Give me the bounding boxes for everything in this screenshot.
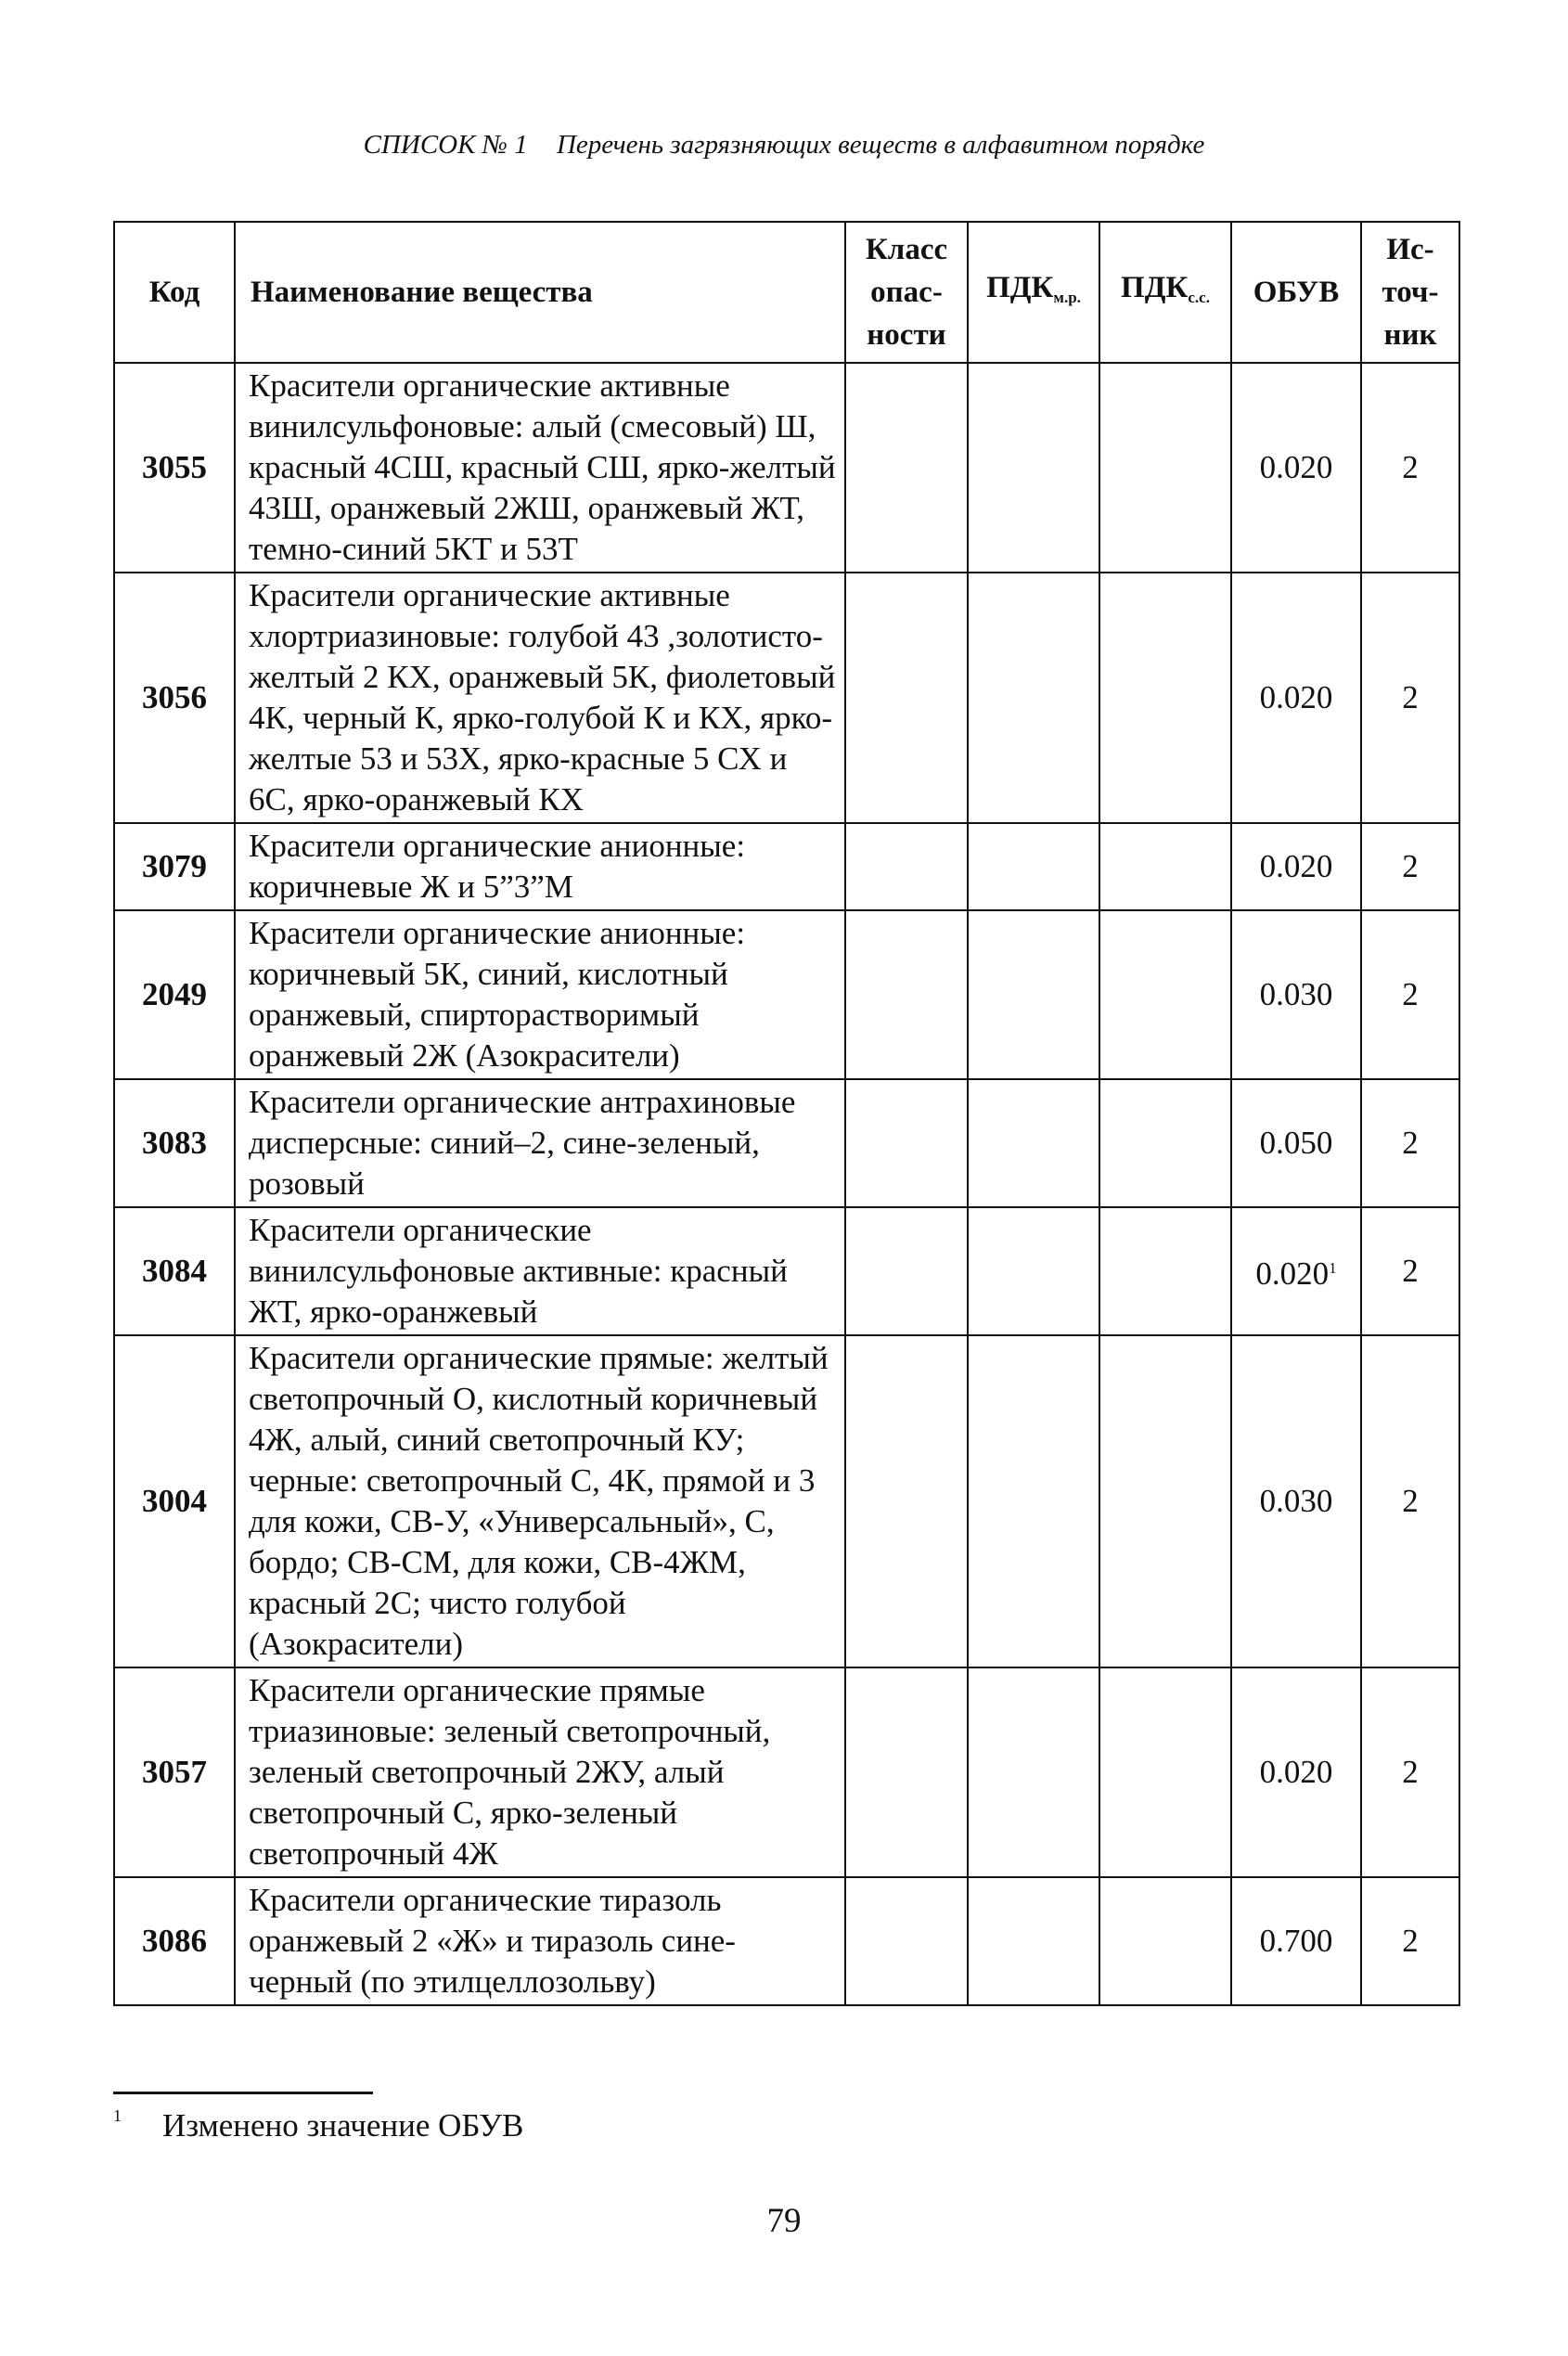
cell-hazard-class [845, 363, 968, 573]
column-header-source: Ис- точ- ник [1361, 222, 1459, 363]
cell-code: 3057 [114, 1667, 235, 1877]
cell-obuv [1231, 1667, 1361, 1877]
obuv-value: 0.020 [1259, 449, 1333, 485]
cell-name: Красители органические винилсульфоновые активные: красный ЖТ, ярко-оранжевый [235, 1207, 845, 1335]
cell-code: 3079 [114, 823, 235, 910]
table-row [114, 1207, 1459, 1335]
cell-name: Красители органические прямые: желтый светопрочный О, кислотный коричневый 4Ж, алый, синий светопрочный КУ; черные: светопрочный С, 4К, прямой и 3 для кожи, СВ-У, «Универсальный», С, бордо; СВ-СМ, для кожи, СВ-4ЖМ, красный 2С; чисто голубой (Азокрасители) [235, 1335, 845, 1667]
cell-pdk-mr [968, 1877, 1099, 2005]
obuv-value: 0.030 [1259, 976, 1333, 1012]
obuv-value: 0.020 [1259, 1754, 1333, 1790]
cell-pdk-ss [1099, 573, 1231, 823]
cell-code: 3083 [114, 1079, 235, 1207]
list-title: СПИСОК № 1 [363, 130, 528, 160]
cell-code: 3084 [114, 1207, 235, 1335]
table-row [114, 1335, 1459, 1667]
cell-pdk-mr [968, 1667, 1099, 1877]
obuv-value: 0.020 [1255, 1255, 1330, 1292]
cell-source: 2 [1361, 1207, 1459, 1335]
cell-name: Красители органические антрахиновые дисперсные: синий–2, сине-зеленый, розовый [235, 1079, 845, 1207]
column-header-obuv: ОБУВ [1231, 222, 1361, 363]
cell-pdk-ss [1099, 363, 1231, 573]
cell-hazard-class [845, 1667, 968, 1877]
cell-source: 2 [1361, 1877, 1459, 2005]
cell-obuv [1231, 1877, 1361, 2005]
cell-name: Красители органические анионные: коричневые Ж и 5”3”М [235, 823, 845, 910]
cell-pdk-mr [968, 573, 1099, 823]
cell-pdk-ss [1099, 823, 1231, 910]
cell-obuv [1231, 363, 1361, 573]
cell-source: 2 [1361, 1079, 1459, 1207]
footnote-mark: 1 [113, 2106, 122, 2125]
pollutants-table [113, 221, 1460, 2006]
table-row [114, 1079, 1459, 1207]
cell-hazard-class [845, 573, 968, 823]
cell-pdk-mr [968, 1207, 1099, 1335]
table-row [114, 363, 1459, 573]
cell-pdk-mr [968, 1335, 1099, 1667]
footnote-divider [113, 2092, 373, 2094]
cell-name: Красители органические анионные: коричневый 5К, синий, кислотный оранжевый, спирторастворимый оранжевый 2Ж (Азокрасители) [235, 910, 845, 1079]
column-header-pdk-mr [968, 222, 1099, 363]
cell-pdk-mr [968, 363, 1099, 573]
column-header-code: Код [114, 222, 235, 363]
table-header-row [114, 222, 1459, 363]
obuv-value: 0.030 [1259, 1483, 1333, 1519]
obuv-value: 0.050 [1259, 1125, 1333, 1161]
cell-source: 2 [1361, 910, 1459, 1079]
cell-obuv [1231, 823, 1361, 910]
cell-obuv [1231, 910, 1361, 1079]
cell-pdk-mr [968, 823, 1099, 910]
cell-pdk-ss [1099, 1079, 1231, 1207]
column-header-hazard-class: Класс опас- ности [845, 222, 968, 363]
table-row [114, 823, 1459, 910]
cell-source: 2 [1361, 363, 1459, 573]
column-header-name: Наименование вещества [235, 222, 845, 363]
pdk-ss-subscript: с.с. [1188, 288, 1210, 306]
cell-obuv [1231, 1207, 1361, 1335]
cell-pdk-mr [968, 1079, 1099, 1207]
cell-code: 3004 [114, 1335, 235, 1667]
table-row [114, 1667, 1459, 1877]
column-header-pdk-ss [1099, 222, 1231, 363]
obuv-value: 0.020 [1259, 848, 1333, 884]
cell-hazard-class [845, 910, 968, 1079]
table-body [114, 363, 1459, 2005]
table-row [114, 910, 1459, 1079]
cell-name: Красители органические тиразоль оранжевый 2 «Ж» и тиразоль сине-черный (по этилцеллозольву) [235, 1877, 845, 2005]
cell-hazard-class [845, 823, 968, 910]
cell-obuv [1231, 1335, 1361, 1667]
cell-pdk-ss [1099, 1207, 1231, 1335]
cell-source: 2 [1361, 1335, 1459, 1667]
cell-obuv [1231, 573, 1361, 823]
footnote-text: Изменено значение ОБУВ [162, 2107, 524, 2144]
table-row [114, 1877, 1459, 2005]
obuv-value: 0.020 [1259, 679, 1333, 715]
pdk-ss-label: ПДК [1121, 270, 1189, 304]
cell-hazard-class [845, 1207, 968, 1335]
page-header [0, 130, 1568, 161]
cell-code: 3086 [114, 1877, 235, 2005]
table-row [114, 573, 1459, 823]
cell-hazard-class [845, 1335, 968, 1667]
cell-pdk-ss [1099, 910, 1231, 1079]
cell-name: Красители органические активные винилсульфоновые: алый (смесовый) Ш, красный 4СШ, красный СШ, ярко-желтый 43Ш, оранжевый 2ЖШ, оранжевый ЖТ, темно-синий 5КТ и 53Т [235, 363, 845, 573]
cell-hazard-class [845, 1079, 968, 1207]
pdk-mr-label: ПДК [986, 270, 1054, 304]
cell-code: 3056 [114, 573, 235, 823]
cell-source: 2 [1361, 1667, 1459, 1877]
cell-code: 2049 [114, 910, 235, 1079]
cell-source: 2 [1361, 573, 1459, 823]
footnote [113, 2106, 523, 2144]
cell-code: 3055 [114, 363, 235, 573]
cell-name: Красители органические прямые триазиновые: зеленый светопрочный, зеленый светопрочный 2ЖУ, алый светопрочный С, ярко-зеленый светопрочный 4Ж [235, 1667, 845, 1877]
cell-pdk-ss [1099, 1877, 1231, 2005]
cell-name: Красители органические активные хлортриазиновые: голубой 43 ,золотисто-желтый 2 КХ, оранжевый 5К, фиолетовый 4К, черный К, ярко-голубой К и КХ, ярко-желтые 53 и 53Х, ярко-красные 5 СХ и 6С, ярко-оранжевый КХ [235, 573, 845, 823]
cell-hazard-class [845, 1877, 968, 2005]
cell-source: 2 [1361, 823, 1459, 910]
cell-pdk-ss [1099, 1335, 1231, 1667]
footnote-ref: 1 [1329, 1259, 1337, 1277]
list-subtitle: Перечень загрязняющих веществ в алфавитном порядке [556, 130, 1205, 160]
page-number: 79 [766, 2202, 802, 2240]
cell-pdk-ss [1099, 1667, 1231, 1877]
pdk-mr-subscript: м.р. [1053, 288, 1081, 306]
cell-pdk-mr [968, 910, 1099, 1079]
obuv-value: 0.700 [1259, 1923, 1333, 1959]
cell-obuv [1231, 1079, 1361, 1207]
